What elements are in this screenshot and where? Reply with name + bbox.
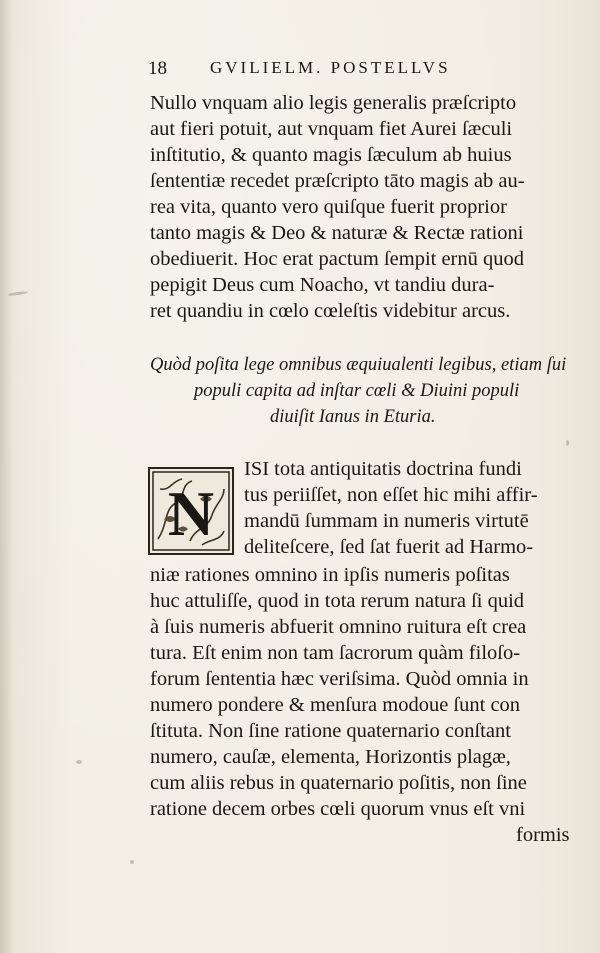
text-line: ret quandiu in cœlo cœleſtis videbitur arcus. — [150, 300, 511, 322]
text-line: ratione decem orbes cœli quorum vnus eſt vni — [150, 798, 526, 820]
text-line: aut fieri potuit, aut vnquam fiet Aurei ſæculi — [150, 118, 513, 140]
decorated-initial — [148, 467, 234, 555]
text-line: numero pondere & menſura modoue ſunt con — [150, 694, 521, 716]
heading-line: Quòd poſita lege omnibus æquiualenti legibus, etiam ſui — [150, 355, 567, 375]
text-line: forum ſententia hæc veriſsima. Quòd omnia in — [150, 668, 529, 690]
text-line: obediuerit. Hoc erat pactum ſempit ernū quod — [150, 248, 525, 270]
text-line: rea vita, quanto vero quiſque fuerit proprior — [150, 196, 507, 218]
text-line: pepigit Deus cum Noacho, vt tandiu dura- — [150, 274, 495, 296]
text-line: Nullo vnquam alio legis generalis præſcripto — [150, 92, 517, 114]
initial-ornament — [150, 469, 232, 553]
text-line: huc attuliſſe, quod in tota rerum natura ſi quid — [150, 590, 525, 612]
text-line: ſtituta. Non ſine ratione quaternario conſtant — [150, 720, 511, 742]
text-line: tus periiſſet, non eſſet hic mihi affir- — [244, 484, 538, 506]
paper-mark — [130, 860, 134, 864]
paper-mark — [76, 760, 82, 764]
heading-line: populi capita ad inſtar cœli & Diuini populi — [194, 381, 520, 401]
text-line: ISI tota antiquitatis doctrina fundi — [244, 458, 522, 480]
text-line: deliteſcere, ſed ſat fuerit ad Harmo- — [244, 536, 534, 558]
running-head: GVILIELM. POSTELLVS — [210, 58, 451, 77]
text-line: mandū ſummam in numeris virtutē — [244, 510, 529, 532]
paper-mark — [566, 440, 569, 446]
heading-line: diuiſit Ianus in Eturia. — [270, 407, 436, 427]
text-line: niæ rationes omnino in ipſis numeris poſitas — [150, 564, 510, 586]
text-line: cum aliis rebus in quaternario poſitis, non ſine — [150, 772, 527, 794]
text-line: tura. Eſt enim non tam ſacrorum quàm filoſo- — [150, 642, 521, 664]
text-line: tanto magis & Deo & naturæ & Rectæ rationi — [150, 222, 524, 244]
text-line: ſententiæ recedet præſcripto tāto magis ab au- — [150, 170, 525, 192]
text-line: numero, cauſæ, elementa, Horizontis plagæ, — [150, 746, 511, 768]
text-line: inſtitutio, & quanto magis ſæculum ab huius — [150, 144, 512, 166]
page-header — [148, 58, 578, 82]
catchword: formis — [516, 824, 570, 846]
drop-cap-letter: N — [167, 478, 215, 549]
gutter-shadow — [0, 0, 14, 953]
page-number: 18 — [148, 58, 167, 79]
text-line: à ſuis numeris abfuerit omnino ruitura eſt crea — [150, 616, 527, 638]
